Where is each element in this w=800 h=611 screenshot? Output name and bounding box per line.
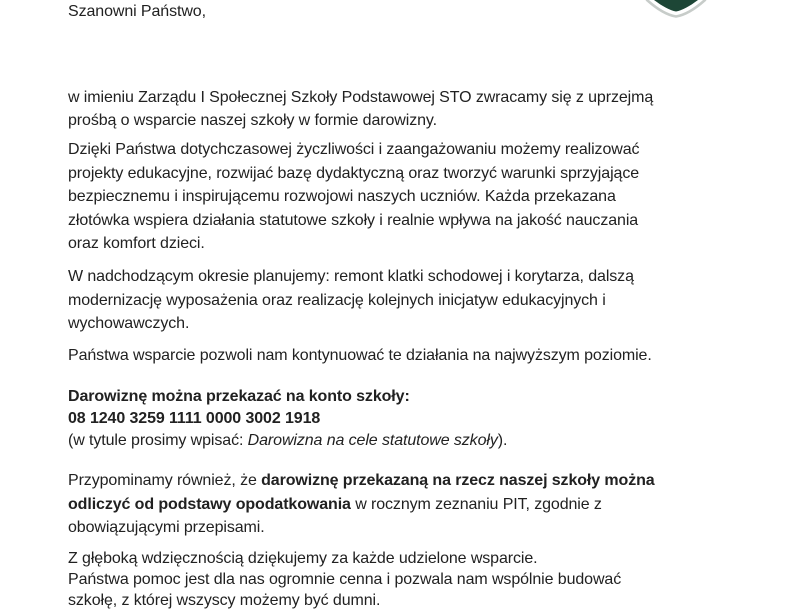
tax-deduction-note bbox=[68, 469, 748, 540]
tax-note-line-1 bbox=[68, 469, 748, 493]
donation-heading: Darowiznę można przekazać na konto szkoły: bbox=[68, 388, 410, 405]
paragraph-intro: w imieniu Zarządu I Społecznej Szkoły Podstawowej STO zwracamy się z uprzejmą prośbą o wsparcie naszej szkoły w formie darowizny. bbox=[68, 89, 654, 129]
transfer-title-text: Darowizna na cele statutowe szkoły bbox=[247, 432, 498, 449]
tax-note-line-2 bbox=[68, 493, 748, 517]
paragraph-support: Państwa wsparcie pozwoli nam kontynuować te działania na najwyższym poziomie. bbox=[68, 347, 652, 364]
greeting: Szanowni Państwo, bbox=[68, 3, 206, 20]
paragraph-thanks: Dzięki Państwa dotychczasowej życzliwości i zaangażowaniu możemy realizować projekty edukacyjne, rozwijać bazę dydaktyczną oraz tworzyć warunki sprzyjające bezpiecznemu i inspirującemu rozwojowi naszych uczniów. Każda przekazana złotówka wspiera działania statutowe szkoły i realnie wpływa na jakość nauczania oraz komfort dzieci. bbox=[68, 141, 640, 252]
closing-paragraph: Z głęboką wdzięcznością dziękujemy za każde udzielone wsparcie. Państwa pomoc jest dla nas ogromnie cenna i pozwala nam wspólnie budować szkołę, z której wszyscy możemy być dumni. bbox=[68, 550, 622, 609]
transfer-title-note bbox=[68, 430, 748, 452]
paragraph-plans: W nadchodzącym okresie planujemy: remont klatki schodowej i korytarza, dalszą modernizację wyposażenia oraz realizację kolejnych inicjatyw edukacyjnych i wychowawczych. bbox=[68, 268, 634, 332]
tax-note-line2-bold: odliczyć od podstawy opodatkowania bbox=[68, 495, 351, 513]
tax-note-line1-bold: darowiznę przekazaną na rzecz naszej szkoły można bbox=[261, 472, 655, 489]
tax-note-line-3 bbox=[68, 516, 748, 540]
tax-note-line3-normal: obowiązującymi przepisami. bbox=[68, 519, 265, 536]
tax-note-line1-normal: Przypominamy również, że bbox=[68, 472, 262, 489]
tax-note-line2-normal: w rocznym zeznaniu PIT, zgodnie z bbox=[350, 495, 602, 513]
transfer-title-prefix: (w tytule prosimy wpisać: bbox=[68, 432, 248, 449]
transfer-title-suffix: ). bbox=[497, 432, 508, 449]
bank-account-number: 08 1240 3259 1111 0000 3002 1918 bbox=[68, 410, 321, 427]
donation-account-section bbox=[68, 386, 748, 452]
